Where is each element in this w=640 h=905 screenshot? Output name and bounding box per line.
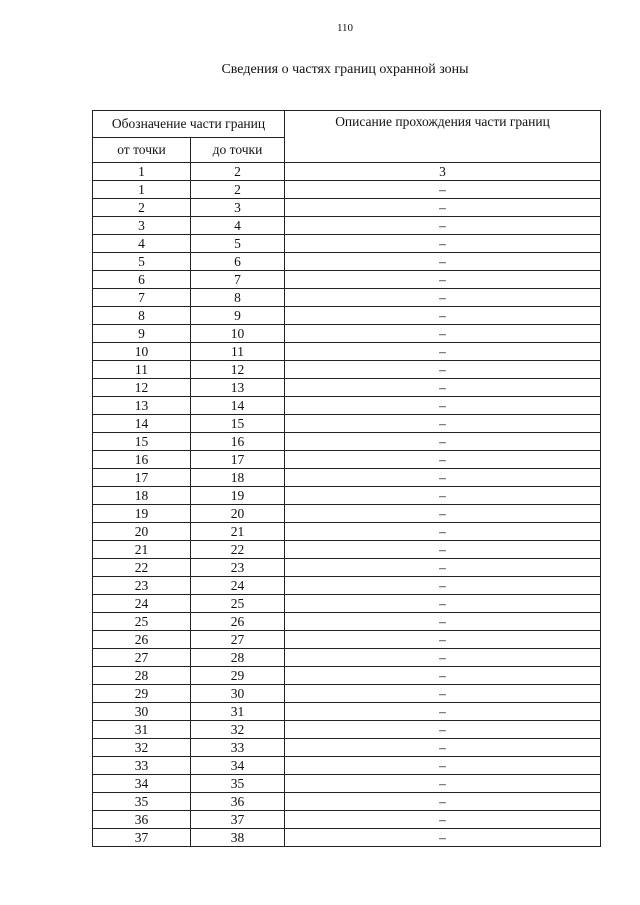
to-point-cell: 10 [191,325,285,343]
table-row [93,433,601,451]
from-point-cell: 34 [93,775,191,793]
table-row [93,685,601,703]
table-row [93,595,601,613]
from-point-cell: 36 [93,811,191,829]
description-cell: – [285,613,601,631]
to-point-cell: 11 [191,343,285,361]
document-title: Сведения о частях границ охранной зоны [221,62,469,77]
from-point-cell: 6 [93,271,191,289]
to-point-cell: 36 [191,793,285,811]
to-point-cell: 26 [191,613,285,631]
table-row [93,181,601,199]
from-point-cell: 37 [93,829,191,847]
description-cell: – [285,523,601,541]
to-point-cell: 34 [191,757,285,775]
to-point-cell: 4 [191,217,285,235]
from-point-cell: 13 [93,397,191,415]
description-cell: – [285,667,601,685]
description-cell: – [285,631,601,649]
description-cell: – [285,793,601,811]
from-point-cell: 3 [93,217,191,235]
to-point-cell: 28 [191,649,285,667]
description-cell: – [285,487,601,505]
description-cell: – [285,217,601,235]
from-point-cell: 19 [93,505,191,523]
from-point-cell: 20 [93,523,191,541]
table-row [93,649,601,667]
table-row [93,739,601,757]
header-from-point: от точки [93,138,191,163]
from-point-cell: 15 [93,433,191,451]
from-point-cell: 1 [93,181,191,199]
table-row [93,325,601,343]
to-point-cell: 18 [191,469,285,487]
to-point-cell: 14 [191,397,285,415]
to-point-cell: 37 [191,811,285,829]
to-point-cell: 13 [191,379,285,397]
to-point-cell: 5 [191,235,285,253]
header-description: Описание прохождения части границ [285,111,601,163]
description-cell: – [285,811,601,829]
table-row [93,235,601,253]
description-cell: – [285,289,601,307]
description-cell: – [285,829,601,847]
table-row [93,199,601,217]
from-point-cell: 4 [93,235,191,253]
to-point-cell: 38 [191,829,285,847]
header-boundary-designation: Обозначение части границ [93,111,285,138]
from-point-cell: 29 [93,685,191,703]
table-row [93,577,601,595]
from-point-cell: 35 [93,793,191,811]
description-cell: – [285,721,601,739]
to-point-cell: 9 [191,307,285,325]
boundary-parts-table [92,110,601,847]
table-row [93,559,601,577]
from-point-cell: 21 [93,541,191,559]
table-row [93,829,601,847]
from-point-cell: 10 [93,343,191,361]
description-cell: – [285,451,601,469]
to-point-cell: 35 [191,775,285,793]
to-point-cell: 7 [191,271,285,289]
from-point-cell: 25 [93,613,191,631]
to-point-cell: 12 [191,361,285,379]
from-point-cell: 2 [93,199,191,217]
description-cell: – [285,739,601,757]
column-number-2: 2 [191,163,285,181]
to-point-cell: 19 [191,487,285,505]
table-body [93,163,601,847]
to-point-cell: 27 [191,631,285,649]
to-point-cell: 21 [191,523,285,541]
from-point-cell: 24 [93,595,191,613]
from-point-cell: 23 [93,577,191,595]
table-row [93,451,601,469]
table-row [93,631,601,649]
table-row [93,793,601,811]
from-point-cell: 14 [93,415,191,433]
from-point-cell: 16 [93,451,191,469]
to-point-cell: 24 [191,577,285,595]
table-row [93,667,601,685]
from-point-cell: 28 [93,667,191,685]
from-point-cell: 22 [93,559,191,577]
table-row [93,343,601,361]
description-cell: – [285,253,601,271]
table-row [93,703,601,721]
from-point-cell: 5 [93,253,191,271]
column-number-row [93,163,601,181]
to-point-cell: 15 [191,415,285,433]
from-point-cell: 26 [93,631,191,649]
to-point-cell: 31 [191,703,285,721]
from-point-cell: 33 [93,757,191,775]
to-point-cell: 6 [191,253,285,271]
table-row [93,253,601,271]
from-point-cell: 27 [93,649,191,667]
description-cell: – [285,361,601,379]
to-point-cell: 23 [191,559,285,577]
to-point-cell: 25 [191,595,285,613]
table-row [93,613,601,631]
from-point-cell: 30 [93,703,191,721]
table-row [93,541,601,559]
description-cell: – [285,775,601,793]
table-row [93,505,601,523]
description-cell: – [285,325,601,343]
description-cell: – [285,595,601,613]
to-point-cell: 17 [191,451,285,469]
table-header [93,111,601,163]
table-row [93,289,601,307]
table-row [93,271,601,289]
description-cell: – [285,307,601,325]
from-point-cell: 17 [93,469,191,487]
table-row [93,775,601,793]
to-point-cell: 8 [191,289,285,307]
table-row [93,397,601,415]
description-cell: – [285,469,601,487]
description-cell: – [285,541,601,559]
table-row [93,307,601,325]
description-cell: – [285,235,601,253]
table-row [93,811,601,829]
description-cell: – [285,685,601,703]
table-row [93,523,601,541]
description-cell: – [285,649,601,667]
column-number-1: 1 [93,163,191,181]
description-cell: – [285,181,601,199]
from-point-cell: 18 [93,487,191,505]
header-to-point: до точки [191,138,285,163]
to-point-cell: 30 [191,685,285,703]
table-row [93,721,601,739]
to-point-cell: 29 [191,667,285,685]
description-cell: – [285,271,601,289]
to-point-cell: 2 [191,181,285,199]
from-point-cell: 8 [93,307,191,325]
description-cell: – [285,379,601,397]
from-point-cell: 31 [93,721,191,739]
column-number-3: 3 [285,163,601,181]
from-point-cell: 11 [93,361,191,379]
from-point-cell: 9 [93,325,191,343]
description-cell: – [285,703,601,721]
from-point-cell: 32 [93,739,191,757]
description-cell: – [285,505,601,523]
description-cell: – [285,559,601,577]
description-cell: – [285,199,601,217]
from-point-cell: 12 [93,379,191,397]
description-cell: – [285,577,601,595]
table-row [93,487,601,505]
to-point-cell: 22 [191,541,285,559]
description-cell: – [285,433,601,451]
to-point-cell: 33 [191,739,285,757]
description-cell: – [285,343,601,361]
to-point-cell: 20 [191,505,285,523]
description-cell: – [285,757,601,775]
table-row [93,415,601,433]
to-point-cell: 3 [191,199,285,217]
page-number: 110 [336,22,354,34]
to-point-cell: 16 [191,433,285,451]
table-row [93,379,601,397]
description-cell: – [285,415,601,433]
table-row [93,469,601,487]
description-cell: – [285,397,601,415]
table-row [93,757,601,775]
to-point-cell: 32 [191,721,285,739]
from-point-cell: 7 [93,289,191,307]
table-row [93,217,601,235]
table-row [93,361,601,379]
